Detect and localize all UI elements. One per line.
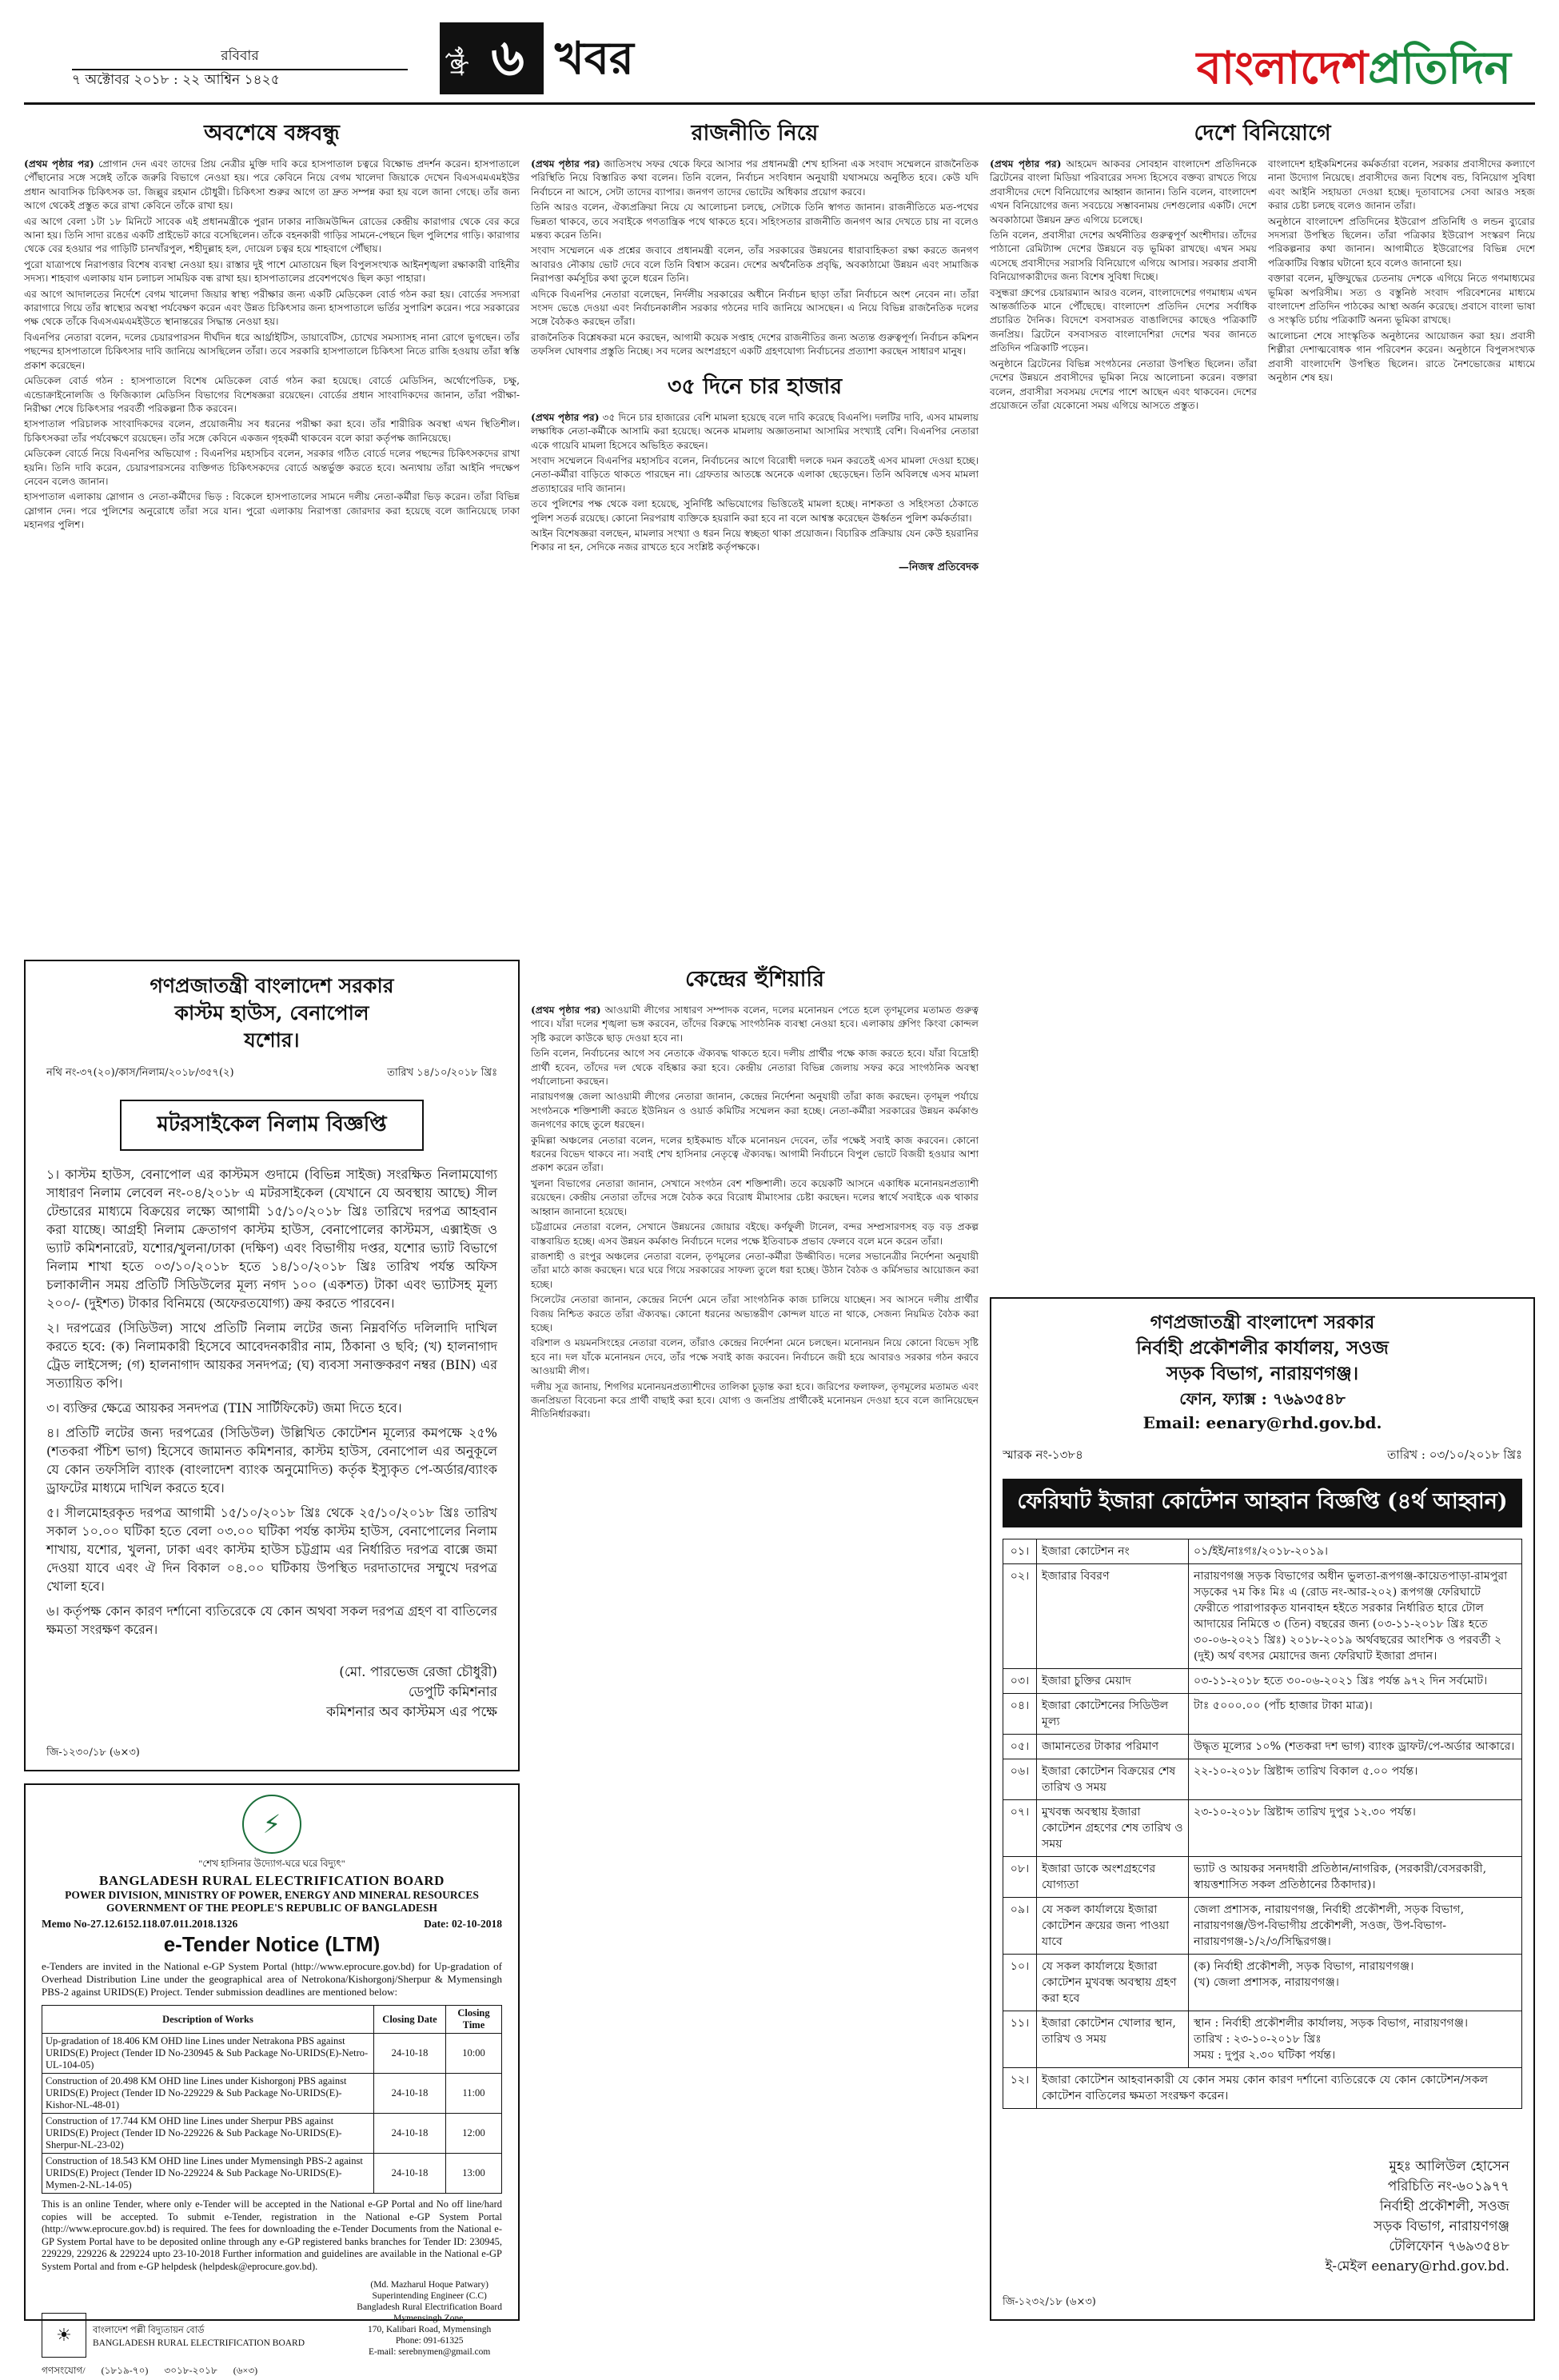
article-headline: কেন্দ্রের হুঁশিয়ারি [684,967,825,992]
customs-auction-notice [24,960,520,1771]
table-row [42,2114,502,2154]
article-paragraph: রাজনৈতিক বিশ্লেষকরা মনে করছেন, আগামী কয়েক সপ্তাহ দেশের রাজনীতির জন্য অত্যন্ত গুরুত্বপূর্ণ। নির্বাচন কমিশন তফসিল ঘোষণার প্রস্তুতি নিচ্ছে। সব দলের অংশগ্রহণে একটি গ্রহণযোগ্য নির্বাচনের প্রত্যাশা করছেন সাধারণ মানুষ। [531,331,979,357]
article-paragraph: দলীয় সূত্র জানায়, শিগগির মনোনয়নপ্রত্যাশীদের তালিকা চূড়ান্ত করা হবে। জরিপের ফলাফল, তৃণমূলের মতামত এবং জনপ্রিয়তা বিবেচনা করে প্রার্থী বাছাই করা হবে। যোগ্য ও জনপ্রিয় প্রার্থীকেই মনোনয়ন দেওয়া হবে বলে জানিয়েছেন নীতিনির্ধারকরা। [531,1380,979,1420]
article-paragraph: আইন বিশেষজ্ঞরা বলছেন, মামলার সংখ্যা ও ধরন নিয়ে স্বচ্ছতা থাকা প্রয়োজন। বিচারিক প্রক্রিয়ায় যেন কেউ হয়রানির শিকার না হন, সেদিকে নজর রাখতে হবে সংশ্লিষ্ট কর্তৃপক্ষকে। [531,527,979,553]
table-cell: ০৭। [1003,1800,1037,1857]
article-headline: রাজনীতি নিয়ে [691,121,819,146]
article-politics [531,114,979,359]
article-35days [531,367,979,577]
table-row [1003,1564,1522,1669]
notice-paragraph: ২। দরপত্রের (সিডিউল) সাথে প্রতিটি নিলাম লটের জন্য নিম্নবর্ণিত দলিলাদি দাখিল করতে হবে: (ক) নিলামকারী হিসেবে আবেদনকারীর নাম, ঠিকানা ও ছবি; (খ) হালনাগাদ ট্রেড লাইসেন্স; (গ) হালনাগাদ আয়কর সনদপত্র; (ঘ) ব্যবসা সনাক্তকরণ নম্বর (BIN) এর সত্যায়িত কপি। [46,1320,497,1391]
article-paragraph: বসুন্ধরা গ্রুপের চেয়ারম্যান আরও বলেন, বাংলাদেশের গণমাধ্যম এখন আন্তর্জাতিক মানে পৌঁছেছে। বাংলাদেশ প্রতিদিন দেশের সর্বাধিক প্রচারিত দৈনিক। বিদেশে বসবাসরত বাঙালিদের কাছেও পত্রিকাটি জনপ্রিয়। ব্রিটেনে বসবাসরত বাংলাদেশিরা দেশের খবর জানতে প্রতিদিন পত্রিকাটি পড়েন। [990,286,1257,354]
table-cell: স্থান : নির্বাহী প্রকৌশলীর কার্যালয়, সড়ক বিভাগ, নারায়ণগঞ্জ। তারিখ : ২৩-১০-২০১৮ খ্রিঃ সময় : দুপুর ২.৩০ ঘটিকা পর্যন্ত। [1189,2011,1522,2068]
ad-reference: গণসংযোগ/ (১৮১৯-৭০) ৩০১৮-২০১৮ (৬×৩) [42,2365,258,2376]
table-cell: 24-10-18 [374,2154,446,2194]
notice-org: গণপ্রজাতন্ত্রী বাংলাদেশ সরকার কাস্টম হাউস, বেনাপোল যশোর। [150,974,394,1052]
continuation-lead: (প্রথম পৃষ্ঠার পর) [990,158,1062,170]
article-paragraph: বক্তারা বলেন, মুক্তিযুদ্ধের চেতনায় দেশকে এগিয়ে নিতে গণমাধ্যমের ভূমিকা অপরিসীম। সত্য ও বস্তুনিষ্ঠ সংবাদ পরিবেশনের মাধ্যমে বাংলাদেশ প্রতিদিন পাঠকের আস্থা অর্জন করেছে। প্রবাসে বাংলা ভাষা ও সংস্কৃতি চর্চায় পত্রিকাটি অনন্য ভূমিকা রাখছে। [1268,273,1535,326]
page-number: ৬ [472,22,544,94]
table-cell: ০১। [1003,1539,1037,1564]
notice-paragraph: ৫। সীলমোহরকৃত দরপত্র আগামী ১৫/১০/২০১৮ খ্রিঃ থেকে ২৫/১০/২০১৮ খ্রিঃ তারিখ সকাল ১০.০০ ঘটিকা হতে বেলা ০৩.০০ ঘটিকা পর্যন্ত কাস্টম হাউস, বেনাপোলের নিলাম শাখায়, যশোর, খুলনা, ঢাকা এবং কাস্টম হাউস চট্টগ্রাম এর নির্ধারিত দরপত্র বাক্সে জমা দেওয়া যাবে এবং ঐ দিন বিকাল ০৪.০০ ঘটিকায় উপস্থিত দরদাতাদের সম্মুখে দরপত্র খোলা হবে। [46,1505,497,1594]
table-row [1003,1800,1522,1857]
logo-part-1: বাংলাদেশ [1196,42,1369,94]
article-paragraph: তিনি বলেন, নির্বাচনের আগে সব নেতাকে ঐক্যবদ্ধ থাকতে হবে। দলীয় প্রার্থীর পক্ষে কাজ করতে হবে। যাঁরা বিদ্রোহী প্রার্থী হবেন, তাঁদের দল থেকে বহিষ্কার করা হবে। কেন্দ্রীয় নেতারা বিভিন্ন জেলায় সফর করে সাংগঠনিক অবস্থা পর্যালোচনা করছেন। [531,1048,979,1088]
table-cell: 10:00 [446,2034,502,2074]
article-paragraph: চট্টগ্রামের নেতারা বলেন, সেখানে উন্নয়নের জোয়ার বইছে। কর্ণফুলী টানেল, বন্দর সম্প্রসারণসহ বড় বড় প্রকল্প বাস্তবায়িত হচ্ছে। এসব উন্নয়ন কর্মকাণ্ড নির্বাচনে দলের পক্ষে ইতিবাচক প্রভাব ফেলবে বলে মনে করেন তাঁরা। [531,1221,979,1247]
masthead [24,0,1535,108]
tender-table [42,2005,502,2194]
article-body [531,1004,979,1422]
table-row [1003,1539,1522,1564]
logo-part-2: প্রতিদিন [1368,42,1511,94]
signer-email[interactable]: E-mail: serebnymen@gmail.com [368,2347,491,2357]
notice-title: e-Tender Notice (LTM) [163,1932,381,1956]
table-row [1003,1898,1522,1955]
notice-memo [1003,1446,1522,1466]
article-paragraph: তিনি বলেন, প্রবাসীরা দেশের অর্থনীতির গুরুত্বপূর্ণ অংশীদার। তাঁদের পাঠানো রেমিট্যান্স দেশের উন্নয়নে বড় ভূমিকা রাখছে। এখন সময় এসেছে প্রবাসীদের সরাসরি বিনিয়োগে এগিয়ে আসার। সরকার প্রবাসী বিনিয়োগকারীদের জন্য বিশেষ সুবিধা দিচ্ছে। [990,230,1257,283]
article-kendro [531,960,979,2319]
table-cell: 12:00 [446,2114,502,2154]
table-header-row [42,2006,502,2034]
column-header: Description of Works [42,2006,374,2034]
article-paragraph: (প্রথম পৃষ্ঠার পর) প্রোগান দেন এবং তাদের প্রিয় নেত্রীর মুক্তি দাবি করে হাসপাতাল চত্বরে বিক্ষোভ প্রদর্শন করেন। হাসপাতালে পৌঁছানোর সঙ্গে সঙ্গেই তাঁকে জরুরি বিভাগে নেওয়া হয়। পরে কেবিনে নিয়ে বেগম খালেদা জিয়াকে দেখেন বিএসএমএমইউর প্রধান আবাসিক চিকিৎসক ডা. জিল্লুর রহমান চৌধুরী। চিকিৎসা শুরুর আগে তা দ্রুত সম্পন্ন করা হয় বলে জানা গেছে। তাঁর জন্য আগে থেকেই প্রস্তুত করে রাখা কেবিনে তাঁকে রাখা হয়। [24,158,520,212]
table-cell: ০১/ইই/নাঃগঃ/২০১৮-২০১৯। [1189,1539,1522,1564]
article-split [990,158,1535,414]
column-header: Closing Date [374,2006,446,2034]
article-paragraph: (প্রথম পৃষ্ঠার পর) জাতিসংঘ সফর থেকে ফিরে আসার পর প্রধানমন্ত্রী শেখ হাসিনা এক সংবাদ সম্মেলনে রাজনৈতিক পরিস্থিতি নিয়ে বিস্তারিত কথা বলেন। তিনি বলেন, নির্বাচন সংবিধান অনুযায়ী যথাসময়ে অনুষ্ঠিত হবে। কেউ যদি নির্বাচনে না আসে, সেটা তাদের ব্যাপার। জনগণ তাদের ভোটের অধিকার প্রয়োগ করবে। [531,158,979,198]
masthead-rule [24,102,1535,105]
section-title: খবর [555,32,634,85]
article-bongobondhu [24,114,520,945]
article-desh [990,114,1535,1289]
table-cell: ০৪। [1003,1694,1037,1735]
article-paragraph: (প্রথম পৃষ্ঠার পর) আহমেদ আকবর সোবহান বাংলাদেশ প্রতিদিনকে ব্রিটেনের বাংলা মিডিয়া পরিবারের সদস্য হিসেবে বক্তব্য রাখতে গিয়ে প্রবাসীদের দেশে বিনিয়োগের আহ্বান জানান। তিনি বলেন, বাংলাদেশ এখন বিনিয়োগের জন্য সবচেয়ে সম্ভাবনাময় দেশগুলোর একটি। দেশে অবকাঠামো উন্নয়ন দ্রুত এগিয়ে চলেছে। [990,158,1257,226]
article-paragraph: তিনি আরও বলেন, ঐক্যপ্রক্রিয়া নিয়ে যে আলোচনা চলছে, সেটাকে তিনি স্বাগত জানান। রাজনীতিতে মত-পথের ভিন্নতা থাকবে, তবে সবাইকে গণতান্ত্রিক পথে থাকতে হবে। সহিংসতার রাজনীতি জনগণ আর দেখতে চায় না বলেও মন্তব্য করেন তিনি। [531,202,979,242]
signer-email[interactable]: ই-মেইল eenary@rhd.gov.bd. [1325,2258,1509,2274]
article-paragraph: সংবাদ সম্মেলনে এক প্রশ্নের জবাবে প্রধানমন্ত্রী বলেন, তাঁর সরকারের উন্নয়নের ধারাবাহিকতা রক্ষা করতে জনগণ আবারও নৌকায় ভোট দেবে বলে তিনি বিশ্বাস করেন। দেশের অর্থনৈতিক প্রবৃদ্ধি, অবকাঠামো উন্নয়ন এবং সামাজিক নিরাপত্তা কর্মসূচির কথা তুলে ধরেন তিনি। [531,245,979,285]
table-cell: যে সকল কার্যালয়ে ইজারা কোটেশন ক্রয়ের জন্য পাওয়া যাবে [1037,1898,1189,1955]
notice-signature: (মো. পারভেজ রেজা চৌধুরী) ডেপুটি কমিশনার কমিশনার অব কাস্টমস এর পক্ষে [326,1664,497,1720]
table-cell: ০৫। [1003,1735,1037,1759]
article-paragraph: নারায়ণগঞ্জ জেলা আওয়ামী লীগের নেতারা জানান, কেন্দ্রের নির্দেশনা অনুযায়ী তাঁরা কাজ করছেন। তৃণমূল পর্যায়ে সংগঠনকে শক্তিশালী করতে ইউনিয়ন ও ওয়ার্ড কমিটির সম্মেলন করা হচ্ছে। নেতা-কর্মীরা সরকারের উন্নয়ন কর্মকাণ্ড জনগণের কাছে তুলে ধরছেন। [531,1091,979,1131]
contact-email[interactable]: Email: eenary@rhd.gov.bd. [1142,1413,1382,1432]
ad-reference: জি-১২৩০/১৮ (৬×৩) [46,1747,140,1759]
article-body [531,158,979,359]
article-paragraph: পুরো যাত্রাপথে নিরাপত্তার বিশেষ ব্যবস্থা নেওয়া হয়। রাস্তার দুই পাশে মোতায়েন ছিল বিপুলসংখ্যক আইনশৃঙ্খলা রক্ষাকারী বাহিনীর সদস্য। শাহবাগ এলাকায় যান চলাচল সাময়িক বন্ধ রাখা হয়। হাসপাতালের প্রবেশপথেও ছিল কড়া পাহারা। [24,258,520,285]
article-headline: অবশেষে বঙ্গবন্ধু [204,121,340,146]
table-cell: মুখবন্ধ অবস্থায় ইজারা কোটেশন গ্রহণের শেষ তারিখ ও সময় [1037,1800,1189,1857]
notice-paragraph: ৪। প্রতিটি লটের জন্য দরপত্রের (সিডিউল) উল্লিখিত কোটেশন মূল্যের কমপক্ষে ২৫% (শতকরা পঁচিশ ভাগ) হিসেবে জামানত কমিশনার, কাস্টম হাউস, বেনাপোল এর অনুকূলে যে কোন তফসিলি ব্যাংক (বাংলাদেশ ব্যাংক অনুমোদিত) কর্তৃক ইস্যুকৃত পে-অর্ডার/ব্যাংক ড্রাফটের মাধ্যমে দাখিল করতে হবে। [46,1425,497,1495]
table-cell: ১০। [1003,1955,1037,2011]
breb-logo-icon: ☀ [42,2313,86,2358]
page-word: পৃষ্ঠা [440,22,472,94]
table-cell: Construction of 18.543 KM OHD line Lines under Mymensingh PBS-2 against URIDS(E) Project (Tender ID No-229224 & Sub Package No-URIDS(E)-Mymen-2-NL-14-05) [42,2154,374,2194]
notice-title: মটরসাইকেল নিলাম বিজ্ঞপ্তি [120,1100,424,1151]
table-row [1003,1669,1522,1694]
table-cell: ইজারা কোটেশন নং [1037,1539,1189,1564]
table-cell: ইজারা কোটেশন খোলার স্থান, তারিখ ও সময় [1037,2011,1189,2068]
notice-org: BANGLADESH RURAL ELECTRIFICATION BOARD [99,1873,445,1888]
table-cell: ইজারা কোটেশনের সিডিউল মূল্য [1037,1694,1189,1735]
notice-org: গণপ্রজাতন্ত্রী বাংলাদেশ সরকার নির্বাহী প্রকৌশলীর কার্যালয়, সওজ সড়ক বিভাগ, নারায়ণগঞ্জ। [1136,1312,1389,1384]
article-paragraph: বরিশাল ও ময়মনসিংহের নেতারা বলেন, তাঁরাও কেন্দ্রের নির্দেশনা মেনে চলছেন। মনোনয়ন নিয়ে কোনো বিভেদ সৃষ্টি হবে না। দল যাঁকে মনোনয়ন দেবে, তাঁর পক্ষে সবাই কাজ করবেন। নির্বাচনে জয়ী হয়ে আবারও সরকার গঠন করবে আওয়ামী লীগ। [531,1337,979,1377]
article-paragraph: এদিকে বিএনপির নেতারা বলেছেন, নির্দলীয় সরকারের অধীনে নির্বাচন ছাড়া তাঁরা নির্বাচনে অংশ নেবেন না। তাঁরা সংসদ ভেঙে দেওয়া এবং নির্বাচনকালীন সরকার গঠনের দাবি জানিয়ে আসছেন। এ নিয়ে বিভিন্ন রাজনৈতিক দলের সঙ্গে বৈঠকও করছেন তাঁরা। [531,288,979,328]
table-cell: ০২। [1003,1564,1037,1669]
table-cell: জেলা প্রশাসক, নারায়ণগঞ্জ, নির্বাহী প্রকৌশলী, সড়ক বিভাগ, নারায়ণগঞ্জ/উপ-বিভাগীয় প্রকৌশলী, সওজ, উপ-বিভাগ-নারায়ণগঞ্জ-১/২/৩/সিদ্ধিরগঞ্জ। [1189,1898,1522,1955]
notice-ministry: POWER DIVISION, MINISTRY OF POWER, ENERGY AND MINERAL RESOURCES [65,1889,479,1901]
notice-memo [46,1065,497,1082]
table-cell: জামানতের টাকার পরিমাণ [1037,1735,1189,1759]
article-paragraph: আলোচনা শেষে সাংস্কৃতিক অনুষ্ঠানের আয়োজন করা হয়। প্রবাসী শিল্পীরা দেশাত্মবোধক গান পরিবেশন করেন। অনুষ্ঠানে বিপুলসংখ্যক প্রবাসী বাংলাদেশি উপস্থিত ছিলেন। রাতে নৈশভোজের মাধ্যমে অনুষ্ঠান শেষ হয়। [1268,329,1535,384]
table-cell: 24-10-18 [374,2114,446,2154]
table-row [1003,1759,1522,1800]
table-cell: ১১। [1003,2011,1037,2068]
article-paragraph: হাসপাতাল এলাকায় স্লোগান ও নেতা-কর্মীদের ভিড় : বিকেলে হাসপাতালের সামনে দলীয় নেতা-কর্মীরা ভিড় করেন। তাঁরা বিভিন্ন স্লোগান দেন। পরে পুলিশের অনুরোধে তাঁরা সরে যান। পুরো এলাকায় নিরাপত্তা জোরদার করা হয়েছে বলে জানিয়েছে ঢাকা মহানগর পুলিশ। [24,491,520,531]
logo-caption: বাংলাদেশ পল্লী বিদ্যুতায়ন বোর্ড [93,2325,205,2335]
lease-details-table [1003,1539,1522,2109]
table-cell: উদ্ধৃত মূল্যের ১০% (শতকরা দশ ভাগ) ব্যাংক ড্রাফট/পে-অর্ডার আকারে। [1189,1735,1522,1759]
table-cell: ২৩-১০-২০১৮ খ্রিষ্টাব্দ তারিখ দুপুর ১২.৩০ পর্যন্ত। [1189,1800,1522,1857]
breb-logo-block [42,2313,305,2358]
table-cell: ইজারা কোটেশন আহবানকারী যে কোন সময় কোন কারণ দর্শানো ব্যতিরেকে যে কোন কোটেশন/সকল কোটেশন বাতিলের ক্ষমতা সংরক্ষণ করেন। [1037,2068,1522,2109]
article-paragraph: তবে পুলিশের পক্ষ থেকে বলা হয়েছে, সুনির্দিষ্ট অভিযোগের ভিত্তিতেই মামলা হচ্ছে। নাশকতা ও সহিংসতা ঠেকাতে পুলিশ সতর্ক রয়েছে। কোনো নিরপরাধ ব্যক্তিকে হয়রানি করা হবে না বলে আশ্বস্ত করেছেন ঊর্ধ্বতন পুলিশ কর্মকর্তারা। [531,498,979,524]
article-paragraph: অনুষ্ঠানে ব্রিটেনের বিভিন্ন সংগঠনের নেতারা উপস্থিত ছিলেন। তাঁরা দেশের উন্নয়নে প্রবাসীদের ভূমিকা নিয়ে আলোচনা করেন। বক্তারা বলেন, প্রবাসীরা সবসময় দেশের পাশে আছেন এবং থাকবেন। দেশের প্রয়োজনে তাঁরা যেকোনো সময় এগিয়ে আসতে প্রস্তুত। [990,357,1257,411]
table-cell: ০৯। [1003,1898,1037,1955]
article-paragraph: এর আগে বেলা ১টা ১৮ মিনিটে সাবেক এই প্রধানমন্ত্রীকে পুরান ঢাকার নাজিমউদ্দিন রোডের কেন্দ্রীয় কারাগার থেকে বের করে আনা হয়। তিনি সাদা রঙের একটি প্রাইভেট কারে বসেছিলেন। তাঁকে বহনকারী গাড়ির সামনে-পেছনে ছিল পুলিশের গাড়ি। কারাগার থেকে বের হওয়ার পর গাড়িটি চানখাঁরপুল, শহীদুল্লাহ হল, দোয়েল চত্বর হয়ে শাহবাগে পৌঁছায়। [24,215,520,255]
notice-slogan: "শেখ হাসিনার উদ্যোগ-ঘরে ঘরে বিদ্যুৎ" [198,1858,345,1869]
memo-date: তারিখ : ০৩/১০/২০১৮ খ্রিঃ [1387,1448,1522,1462]
table-row [1003,1735,1522,1759]
memo-number: নথি নং-৩৭(২০)/কাস/নিলাম/২০১৮/৩৫৭(২) [46,1067,234,1079]
article-body-right [1268,158,1535,414]
article-body [24,158,520,533]
continuation-lead: (প্রথম পৃষ্ঠার পর) [531,411,600,423]
article-paragraph: কুমিল্লা অঞ্চলের নেতারা বলেন, দলের হাইকমান্ড যাঁকে মনোনয়ন দেবেন, তাঁর পক্ষেই সবাই কাজ করবেন। কোনো ধরনের বিভেদ থাকবে না। সবাই শেখ হাসিনার নেতৃত্বে ঐক্যবদ্ধ। আগামী নির্বাচনে বিপুল ভোটে বিজয়ী হওয়ার আশা প্রকাশ করেন তাঁরা। [531,1134,979,1174]
article-headline: দেশে বিনিয়োগে [1194,121,1331,146]
table-cell: যে সকল কার্যালয়ে ইজারা কোটেশন মুখবন্ধ অবস্থায় গ্রহণ করা হবে [1037,1955,1189,2011]
notice-contact [1003,1387,1522,1435]
table-cell: ইজারা কোটেশন বিক্রয়ের শেষ তারিখ ও সময় [1037,1759,1189,1800]
table-cell: Up-gradation of 18.406 KM OHD line Lines under Netrakona PBS against URIDS(E) Project (Tender ID No-230945 & Sub Package No-URIDS(E)-Netro-UL-104-05) [42,2034,374,2074]
memo-date: তারিখ ১৪/১০/২০১৮ খ্রিঃ [387,1067,497,1079]
article-paragraph: মেডিকেল বোর্ড গঠন : হাসপাতালে বিশেষ মেডিকেল বোর্ড গঠন করা হয়েছে। বোর্ডে মেডিসিন, অর্থোপেডিক, চক্ষু, এন্ডোক্রাইনোলজি ও ফিজিক্যাল মেডিসিন বিভাগের বিশেষজ্ঞরা রয়েছেন। বোর্ডের প্রধান সাংবাদিকদের জানান, তাঁরা পরীক্ষা-নিরীক্ষা শেষে চিকিৎসার পরবর্তী পরিকল্পনা ঠিক করবেন। [24,375,520,414]
logo-caption-en: BANGLADESH RURAL ELECTRIFICATION BOARD [93,2338,305,2348]
newspaper-logo[interactable] [1197,34,1511,109]
notice-outro: This is an online Tender, where only e-Tender will be accepted in the National e-GP Portal and No off line/hard copies will be accepted. To submit e-Tender, registration in the National e-GP System Portal (http://www.eprocure.gov.bd) is required. The fees for downloading the e-Tender Documents from the National e-GP System Portal have to be deposited online through any e-GP registered banks branches for Tender ID: 230945, 229229, 229226 & 229224 upto 23-10-2018 Further information and guidelines are available in the National e-GP System Portal and from e-GP helpdesk (helpdesk@eprocure.gov.bd). [42,2198,502,2272]
table-row [42,2154,502,2194]
table-row [1003,2068,1522,2109]
continuation-lead: (প্রথম পৃষ্ঠার পর) [531,1004,601,1016]
article-paragraph: (প্রথম পৃষ্ঠার পর) ৩৫ দিনে চার হাজারের বেশি মামলা হয়েছে বলে দাবি করেছে বিএনপি। দলটির দাবি, এসব মামলায় লক্ষাধিক নেতা-কর্মীকে আসামি করা হয়েছে। অনেক মামলায় অজ্ঞাতনামা আসামির সংখ্যাই বেশি। বিএনপির নেতারা একে গায়েবি মামলা হিসেবে অভিহিত করছেন। [531,411,979,451]
article-paragraph: মেডিকেল বোর্ডে নিয়ে বিএনপির অভিযোগ : বিএনপির মহাসচিব বলেন, সরকার গঠিত বোর্ডে দলের পছন্দের চিকিৎসকদের রাখা হয়নি। তিনি দাবি করেন, চেয়ারপারসনের ব্যক্তিগত চিকিৎসকদের বোর্ডে অন্তর্ভুক্ত করতে হবে। অন্যথায় তাঁরা আইনি পদক্ষেপ নেবেন বলেও জানান। [24,448,520,487]
table-cell: ০৩। [1003,1669,1037,1694]
notice-body [46,1165,497,1639]
table-cell: 13:00 [446,2154,502,2194]
article-headline: ৩৫ দিনে চার হাজার [667,373,843,399]
continuation-lead: (প্রথম পৃষ্ঠার পর) [24,158,94,170]
notice-paragraph: ১। কাস্টম হাউস, বেনাপোল এর কাস্টমস গুদামে (বিভিন্ন সাইজ) সংরক্ষিত নিলামযোগ্য সাধারণ নিলাম লেবেল নং-০৪/২০১৮ এ মটরসাইকেল (যেখানে যে অবস্থায় আছে) সীল টেন্ডারের মাধ্যমে বিক্রয়ের লক্ষ্যে আগামী ১৫/১০/২০১৮ খ্রিঃ তারিখে দরপত্র আহবান করা যাচ্ছে। আগ্রহী নিলাম ক্রেতাগণ কাস্টম হাউস, বেনাপোলের কাস্টমস, এক্সাইজ ও ভ্যাট কমিশনারেট, যশোর/খুলনা/ঢাকা (দক্ষিণ) এবং বিভাগীয় দপ্তর, যশোর ভ্যাট বিভাগে নিলাম শাখা হতে ০৩/১০/২০১৮ হতে ১৪/১০/২০১৮ খ্রিঃ তারিখ পর্যন্ত অফিস চলাকালীন সময় প্রতিটি সিডিউলের মূল্য নগদ ১০০ (একশত) টাকা এবং ভ্যাটসহ মূল্য ২০০/- (দুইশত) টাকার বিনিময়ে (অফেরতযোগ্য) ক্রয় করতে পারবেন। [46,1167,497,1311]
column-header: Closing Time [446,2006,502,2034]
table-cell: ২২-১০-২০১৮ খ্রিষ্টাব্দ তারিখ বিকাল ৫.০০ পর্যন্ত। [1189,1759,1522,1800]
table-cell: ০৮। [1003,1857,1037,1898]
table-cell: ইজারার বিবরণ [1037,1564,1189,1669]
table-row [1003,2011,1522,2068]
notice-signature-row [42,2279,502,2358]
breb-etender-notice [24,1783,520,2376]
article-paragraph: সংবাদ সম্মেলনে বিএনপির মহাসচিব বলেন, নির্বাচনের আগে বিরোধী দলকে দমন করতেই এসব মামলা দেওয়া হচ্ছে। নেতা-কর্মীরা বাড়িতে থাকতে পারছেন না। গ্রেফতার আতঙ্কে অনেকে এলাকা ছেড়েছেন। তিনি অবিলম্বে এসব মামলা প্রত্যাহারের দাবি জানান। [531,454,979,494]
article-paragraph: বিএনপির নেতারা বলেন, দলের চেয়ারপারসন দীর্ঘদিন ধরে আর্থ্রাইটিস, ডায়াবেটিস, চোখের সমস্যাসহ নানা রোগে ভুগছেন। তাঁর পছন্দের হাসপাতালে চিকিৎসার দাবি জানিয়ে আসছিলেন তাঁরা। তবে সরকারি হাসপাতালে চিকিৎসা নিতে রাজি হওয়ায় তাঁরা স্বস্তি প্রকাশ করেছেন। [24,331,520,371]
phone-fax: ফোন, ফ্যাক্স : ৭৬৯৩৫৪৮ [1179,1389,1346,1408]
memo-number: স্মারক নং-১৩৮৪ [1003,1448,1083,1462]
bangladesh-emblem-icon: ⚡ [242,1795,301,1854]
notice-paragraph: ৬। কর্তৃপক্ষ কোন কারণ দর্শানো ব্যতিরেকে যে কোন অথবা সকল দরপত্র গ্রহণ বা বাতিলের ক্ষমতা সংরক্ষণ করেন। [46,1603,497,1637]
notice-memo [42,1918,502,1931]
article-paragraph: অনুষ্ঠানে বাংলাদেশ প্রতিদিনের ইউরোপ প্রতিনিধি ও লন্ডন ব্যুরোর সদস্যরা উপস্থিত ছিলেন। তাঁরা পত্রিকার ইউরোপ সংস্করণ নিয়ে পরিকল্পনার কথা জানান। আগামীতে ইউরোপের বিভিন্ন দেশে পত্রিকাটির বিস্তার ঘটানো হবে বলেও জানানো হয়। [1268,215,1535,269]
table-cell: ভ্যাট ও আয়কর সনদধারী প্রতিষ্ঠান/নাগরিক, (সরকারী/বেসরকারী, স্বায়ত্তশাসিত সকল প্রতিষ্ঠানের ঠিকাদার)। [1189,1857,1522,1898]
article-paragraph: হাসপাতাল পরিচালক সাংবাদিকদের বলেন, প্রয়োজনীয় সব ধরনের পরীক্ষা করা হবে। তাঁর শারীরিক অবস্থা এখন স্থিতিশীল। চিকিৎসকরা তাঁর পর্যবেক্ষণে রয়েছেন। তাঁর সঙ্গে কেবিনে একজন গৃহকর্মী থাকবেন বলে কারা কর্তৃপক্ষ জানিয়েছে। [24,418,520,444]
table-cell: 24-10-18 [374,2034,446,2074]
article-column-b [531,114,979,945]
article-paragraph: রাজশাহী ও রংপুর অঞ্চলের নেতারা বলেন, তৃণমূলের নেতা-কর্মীরা উজ্জীবিত। দলের সভানেত্রীর নির্দেশনা অনুযায়ী তাঁরা মাঠে কাজ করছেন। ঘরে ঘরে গিয়ে সরকারের সাফল্য তুলে ধরা হচ্ছে। উঠান বৈঠক ও কর্মিসভার আয়োজন করা হচ্ছে। [531,1250,979,1290]
notice-signature: মুহঃ আলিউল হোসেন পরিচিতি নং-৬০১৯৭৭ নির্বাহী প্রকৌশলী, সওজ সড়ক বিভাগ, নারায়ণগঞ্জ টেলিফোন ৭৬৯৩৫৪৮ ই-মেইল eenary@rhd.gov.bd. [1003,2157,1522,2277]
article-paragraph: এর আগে আদালতের নির্দেশে বেগম খালেদা জিয়ার স্বাস্থ্য পরীক্ষার জন্য একটি মেডিকেল বোর্ড গঠন করা হয়। বোর্ডের সদস্যরা কারাগারে গিয়ে তাঁর স্বাস্থ্যের অবস্থা পর্যবেক্ষণ করেন এবং উন্নত চিকিৎসার জন্য হাসপাতালে ভর্তির সুপারিশ করেন। পরে সরকারের পক্ষ থেকে তাঁকে বিএসএমএমইউতে স্থানান্তরের সিদ্ধান্ত নেওয়া হয়। [24,288,520,328]
article-body [531,411,979,555]
article-paragraph: খুলনা বিভাগের নেতারা জানান, সেখানে সংগঠন বেশ শক্তিশালী। তবে কয়েকটি আসনে একাধিক মনোনয়নপ্রত্যাশী রয়েছেন। কেন্দ্রীয় নেতারা তাঁদের সঙ্গে বৈঠক করে বিরোধ মীমাংসার চেষ্টা করছেন। দলের স্বার্থে সবাইকে এক থাকার আহ্বান জানানো হয়েছে। [531,1177,979,1217]
table-row [1003,1955,1522,2011]
notice-signature: (Md. Mazharul Hoque Patwary) Superintending Engineer (C.C) Bangladesh Rural Electrification Board Mymensingh Zone, 170, Kalibari Road, Mymensingh Phone: 091-61325 E-mail: serebnymen@gmail.com [357,2280,502,2357]
notice-paragraph: ৩। ব্যক্তির ক্ষেত্রে আয়কর সনদপত্র (TIN সার্টিফিকেট) জমা দিতে হবে। [46,1400,402,1416]
article-paragraph: সিলেটের নেতারা জানান, কেন্দ্রের নির্দেশ মেনে তাঁরা সাংগঠনিক কাজ চালিয়ে যাচ্ছেন। সব আসনে দলীয় প্রার্থীর বিজয় নিশ্চিত করতে তাঁরা ঐক্যবদ্ধ। কোনো ধরনের অভ্যন্তরীণ কোন্দল যাতে না থাকে, সেজন্য নিয়মিত বৈঠক করা হচ্ছে। [531,1294,979,1333]
article-byline: —নিজস্ব প্রতিবেদক [898,561,979,573]
issue-date-block [72,46,408,90]
notice-government: GOVERNMENT OF THE PEOPLE'S REPUBLIC OF BANGLADESH [106,1902,438,1914]
issue-date: ৭ অক্টোবর ২০১৮ : ২২ আশ্বিন ১৪২৫ [72,72,280,88]
table-cell: ইজারা ডাকে অংশগ্রহণের যোগ্যতা [1037,1857,1189,1898]
article-paragraph: বাংলাদেশ হাইকমিশনের কর্মকর্তারা বলেন, সরকার প্রবাসীদের কল্যাণে নানা উদ্যোগ নিয়েছে। প্রবাসীদের জন্য বিশেষ বন্ড, বিনিয়োগ সুবিধা এবং আইনি সহায়তা দেওয়া হচ্ছে। দূতাবাসের সেবা আরও সহজ করার চেষ্টা চলছে বলেও জানান তাঁরা। [1268,158,1535,212]
article-paragraph: (প্রথম পৃষ্ঠার পর) আওয়ামী লীগের সাধারণ সম্পাদক বলেন, দলের মনোনয়ন পেতে হলে তৃণমূলের মতামত গুরুত্ব পাবে। যাঁরা দলের শৃঙ্খলা ভঙ্গ করবেন, তাঁদের বিরুদ্ধে সাংগঠনিক ব্যবস্থা নেওয়া হবে। এলাকায় গ্রুপিং কিংবা কোন্দল সৃষ্টি করলে কাউকে ছাড় দেওয়া হবে না। [531,1004,979,1044]
continuation-lead: (প্রথম পৃষ্ঠার পর) [531,158,600,170]
table-cell: ০৩-১১-২০১৮ হতে ৩০-০৬-২০২১ খ্রিঃ পর্যন্ত ৯৭২ দিন সর্বমোট। [1189,1669,1522,1694]
table-cell: ইজারা চুক্তির মেয়াদ [1037,1669,1189,1694]
table-cell: নারায়ণগঞ্জ সড়ক বিভাগের অধীন ভুলতা-রূপগঞ্জ-কায়েতপাড়া-রামপুরা সড়কের ৭ম কিঃ মিঃ এ (রোড নং-আর-২০২) রূপগঞ্জ ফেরিঘাটে ফেরীতে পারাপারকৃত যানবাহন হইতে সরকার নির্ধারিত হারে টোল আদায়ের নিমিত্তে ৩ (তিন) বছরের জন্য (০৩-১১-২০১৮ খ্রিঃ হতে ৩০-০৬-২০২১ খ্রিঃ) ২০১৮-২০১৯ অর্থবছরের আংশিক ও পরবর্তী ২ (দুই) অর্থ বৎসর মেয়াদের জন্য ফেরিঘাট ইজারা প্রদান। [1189,1564,1522,1669]
table-cell: (ক) নির্বাহী প্রকৌশলী, সড়ক বিভাগ, নারায়ণগঞ্জ। (খ) জেলা প্রশাসক, নারায়ণগঞ্জ। [1189,1955,1522,2011]
table-row [1003,1694,1522,1735]
table-row [42,2074,502,2114]
memo-number: Memo No-27.12.6152.118.07.011.2018.1326 [42,1918,238,1930]
page-marker [440,22,634,94]
table-cell: 24-10-18 [374,2074,446,2114]
table-cell: 11:00 [446,2074,502,2114]
table-cell: টাঃ ৫০০০.০০ (পাঁচ হাজার টাকা মাত্র)। [1189,1694,1522,1735]
table-row [42,2034,502,2074]
article-body-left [990,158,1257,414]
issue-day: রবিবার [221,48,259,64]
notice-intro: e-Tenders are invited in the National e-GP System Portal (http://www.eprocure.gov.bd) for Up-gradation of Overhead Distribution Line under the geographical area of Netrokona/Kishorgonj/Sherpur & Mymensingh PBS-2 against URIDS(E) Project. Tender submission deadlines are mentioned below: [42,1960,502,1998]
table-row [1003,1857,1522,1898]
table-cell: Construction of 20.498 KM OHD line Lines under Kishorgonj PBS against URIDS(E) Project (Tender ID No-229229 & Sub Package No-URIDS(E)-Kishor-NL-48-01) [42,2074,374,2114]
table-cell: ০৬। [1003,1759,1037,1800]
rhd-ferry-lease-notice [990,1297,1535,2321]
table-cell: Construction of 17.744 KM OHD line Lines under Sherpur PBS against URIDS(E) Project (Tender ID No-229226 & Sub Package No-URIDS(E)-Sherpur-NL-23-02) [42,2114,374,2154]
notice-title: ফেরিঘাট ইজারা কোটেশন আহ্বান বিজ্ঞপ্তি (৪র্থ আহ্বান) [1003,1479,1522,1527]
ad-reference: জি-১২৩২/১৮ (৬×৩) [1003,2296,1096,2308]
memo-date: Date: 02-10-2018 [424,1918,502,1930]
table-cell: ১২। [1003,2068,1037,2109]
